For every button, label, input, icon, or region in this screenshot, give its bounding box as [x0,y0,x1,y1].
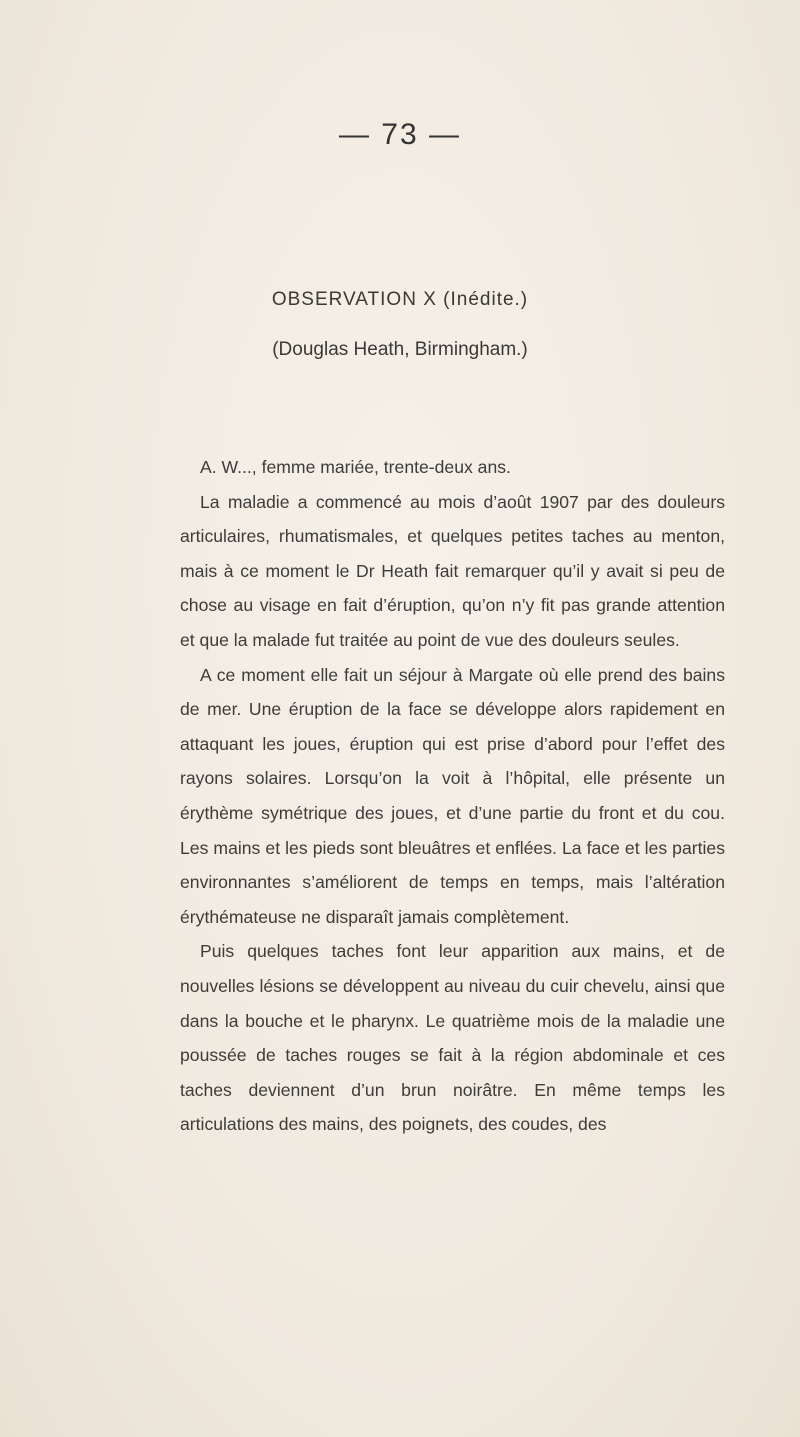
paragraph: A ce moment elle fait un séjour à Margate où elle prend des bains de mer. Une éruption de la face se développe alors rapidement en attaquant les joues, éruption qui est prise d’abord pour l’effet des rayons solaires. Lorsqu’on la voit à l’hôpital, elle présente un érythème symétrique des joues, et d’une partie du front et du cou. Les mains et les pieds sont bleuâtres et enflées. La face et les parties environnantes s’améliorent de temps en temps, mais l’altération érythémateuse ne disparaît jamais complètement. [180,664,725,927]
observation-title: OBSERVATION X (Inédite.) [271,289,529,310]
page-number: — 73 — [338,118,462,151]
paragraph: La maladie a commencé au mois d’août 1907 par des douleurs articulaires, rhumatismales, et quelques petites taches au menton, mais à ce moment le Dr Heath fait remarquer qu’il y avait si peu de chose au visage en fait d’éruption, qu’on n’y fit pas grande attention et que la malade fut traitée au point de vue des douleurs seules. [180,491,725,650]
body-text [180,450,725,1142]
paragraph: Puis quelques taches font leur apparition aux mains, et de nouvelles lésions se développent au niveau du cuir chevelu, ainsi que dans la bouche et le pharynx. Le quatrième mois de la maladie une poussée de taches rouges se fait à la région abdominale et ces taches deviennent d’un brun noirâtre. En même temps les articulations des mains, des poignets, des coudes, des [180,941,725,1135]
observation-subtitle: (Douglas Heath, Birmingham.) [272,339,528,360]
paragraph: A. W..., femme mariée, trente-deux ans. [200,457,511,477]
